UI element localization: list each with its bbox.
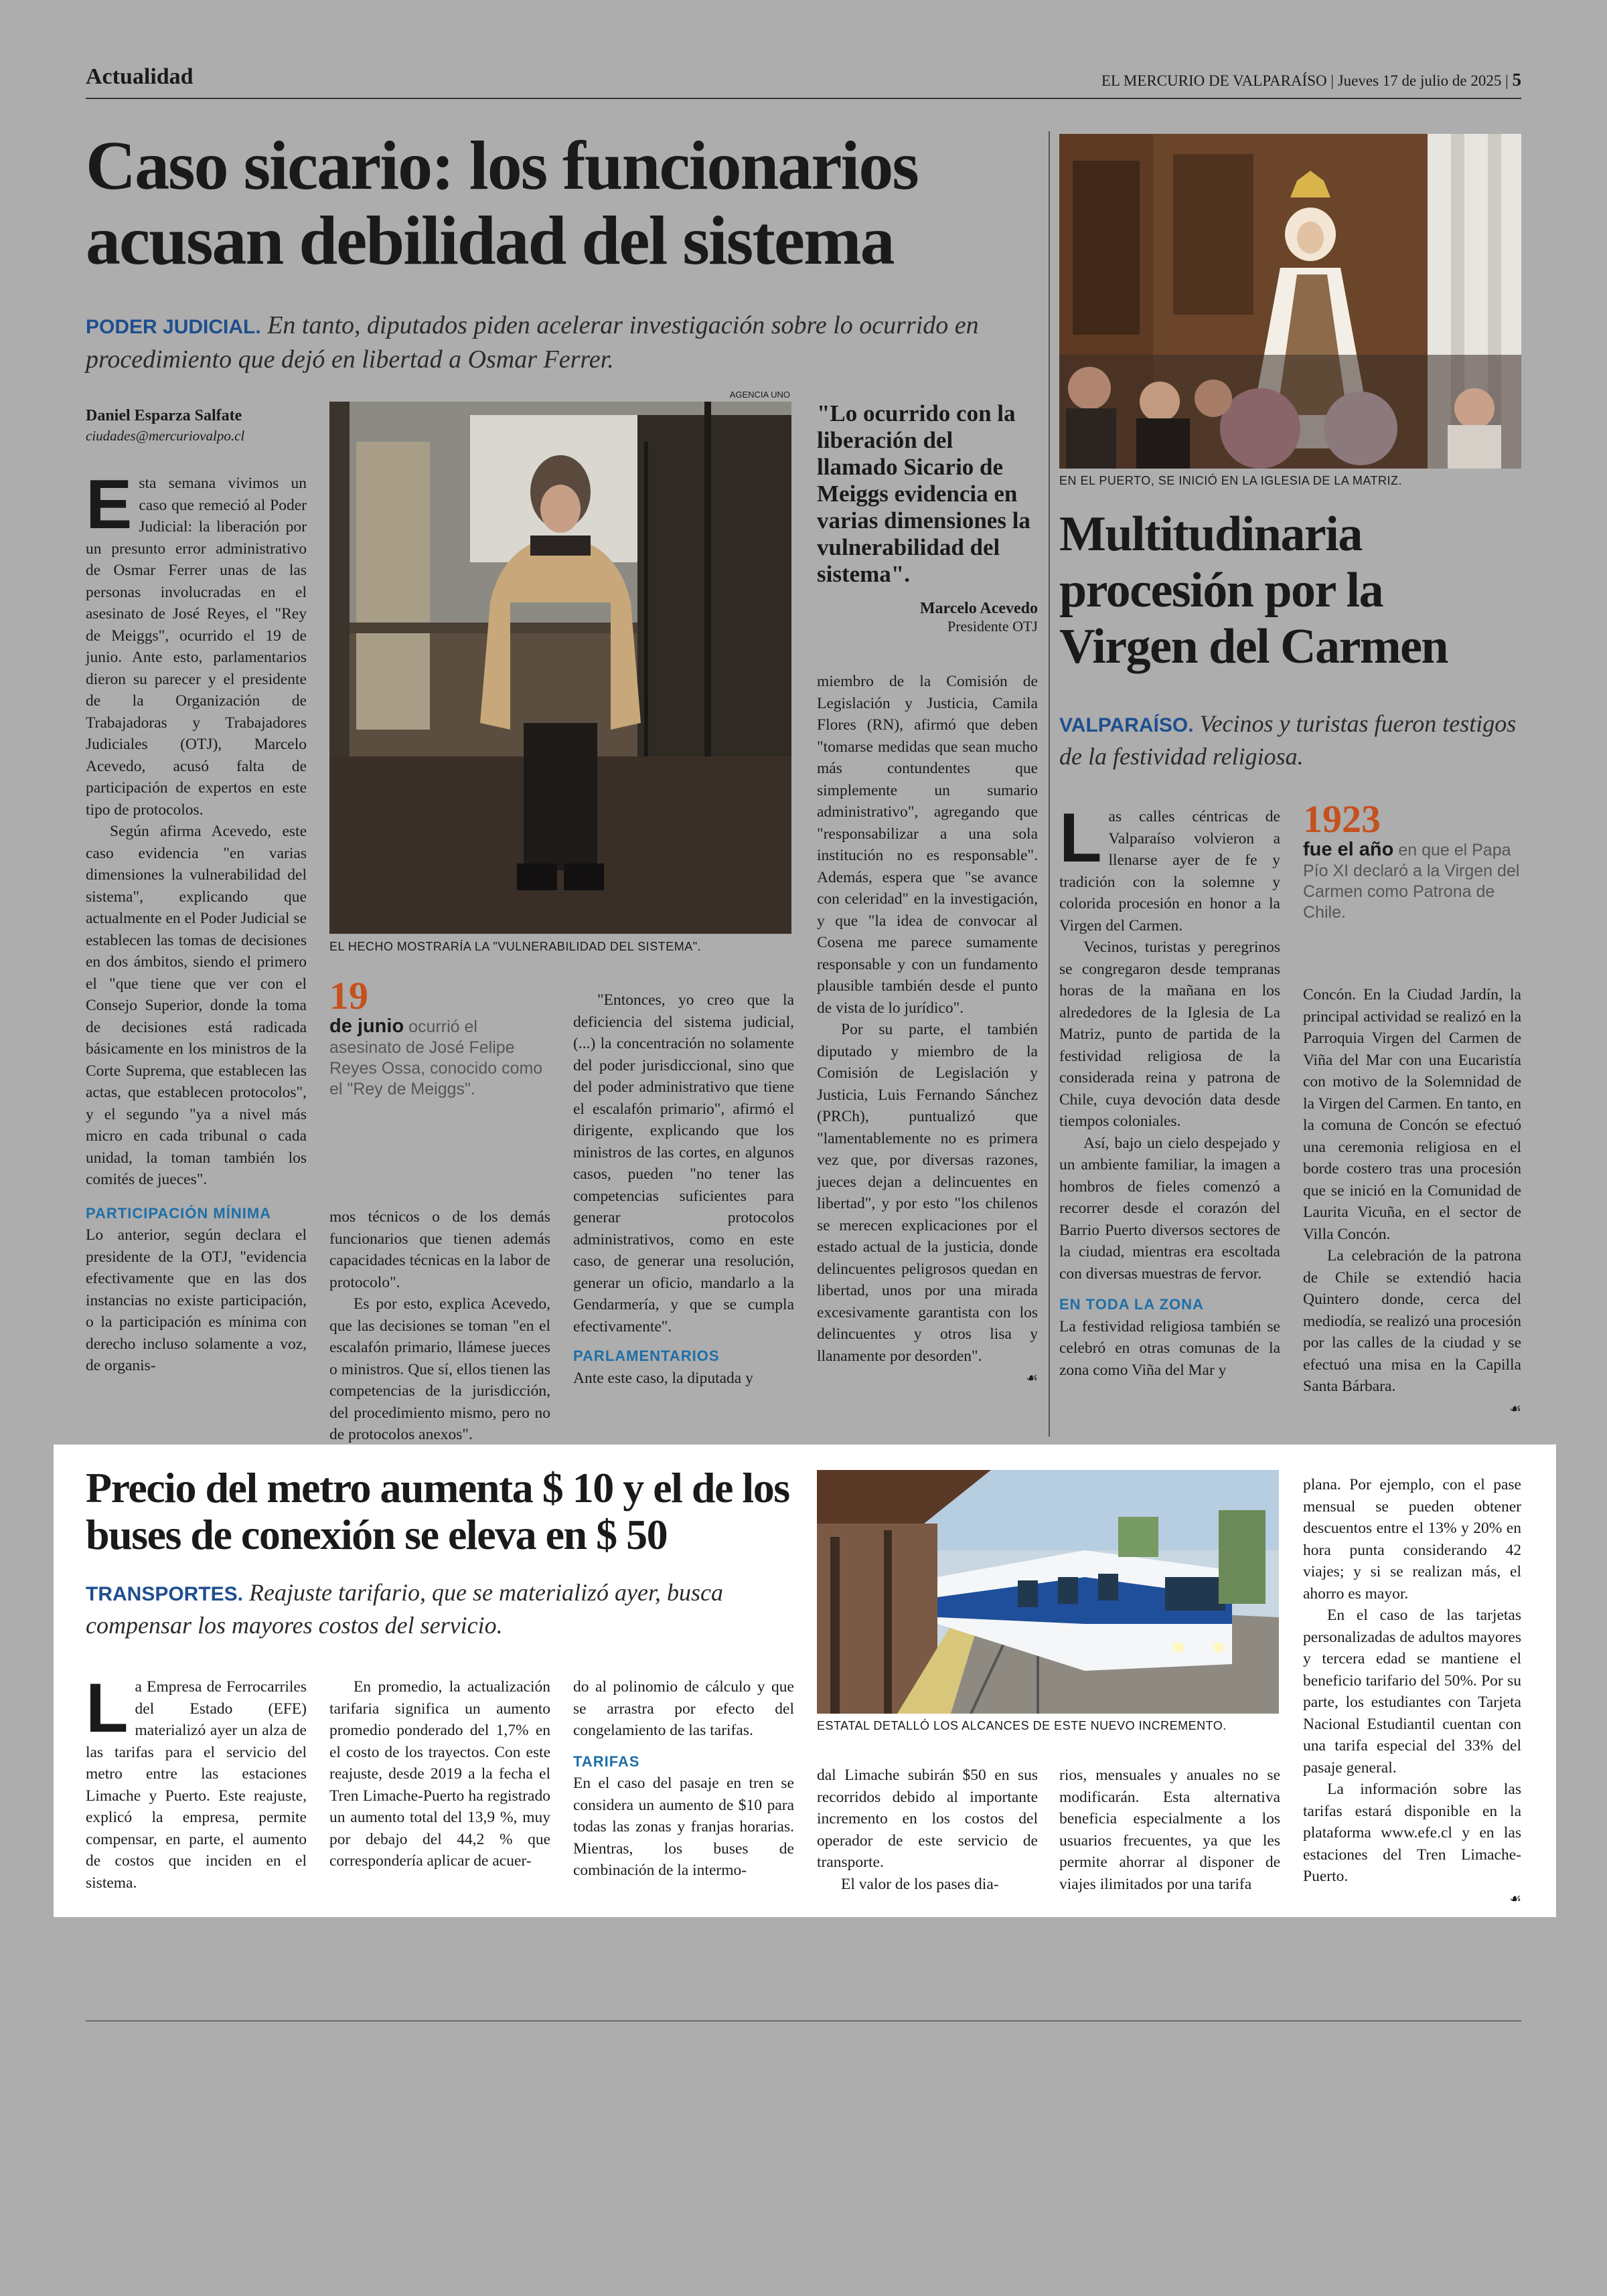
side-kicker: VALPARAÍSO. [1059,714,1194,736]
main-paragraph: mos técnicos o de los demás funcionarios que tienen además capacidades técnicas en la labor de protocolo". [329,1208,550,1291]
main-dropcap: E [86,466,133,544]
column-divider [1049,131,1050,1437]
bottom-column-5 [1059,1765,1280,1895]
side-stat-desc: en que el Papa Pío XI declaró a la Virgen del Carmen como Patrona de Chile. [1303,841,1520,922]
end-mark-icon: ☙ [1509,1400,1521,1416]
main-paragraph: Por su parte, el también diputado y miembro de la Comisión de Legislación y Justicia, Luis Fernando Sánchez (PRCh), puntualizó que "lamentablemente no es primera vez que, por diversas razones, jueces dejan a delincuentes en libertad", y por esto "los chilenos se merecen explicaciones por el estado actual de la justicia, donde delincuentes peligrosos quedan en libertad, unos por una mirada excesivamente garantista con los delincuentes y otros lisa y llanamente por desorden". [817,1021,1038,1365]
photo-credit: AGENCIA UNO [729,390,790,400]
main-paragraph: Ante este caso, la diputada y [573,1369,753,1387]
main-deck [86,309,1050,376]
bottom-deck [86,1577,809,1641]
bottom-paragraph: plana. Por ejemplo, con el pase mensual se pueden obtener descuentos entre el 13% y 20% en hora punta considerando 42 viajes; y si se realizan más, el ahorro es mayor. [1303,1476,1521,1603]
footer-rule [86,2020,1521,2022]
train-photo-caption: ESTATAL DETALLÓ LOS ALCANCES DE ESTE NUEVO INCREMENTO. [817,1719,1227,1732]
main-paragraph: sta semana vivimos un caso que remeció al Poder Judicial: la liberación por un presunto error administrativo de Osmar Ferrer unas de las personas involucradas en el asesinato de José Reyes, el "Rey de Meiggs", ocurrido el 19 de junio. Ante esto, parlamentarios dieron su parecer y el presidente de la Organización de Trabajadoras y Trabajadores Judiciales (OTJ), Marcelo Acevedo, acusó falta de participación de expertos en este tipo de protocolos. [86,475,307,819]
side-headline: Multitudinaria procesión por la Virgen del Carmen [1059,507,1448,674]
main-stat-desc: ocurrió el asesinato de José Felipe Reyes Ossa, conocido como el "Rey de Meiggs". [329,1017,543,1098]
section-label: Actualidad [86,64,194,89]
main-photo [329,402,791,934]
metro-train-photo [817,1470,1279,1714]
main-subhead-parlamentarios: PARLAMENTARIOS [573,1347,720,1364]
bottom-deck-text: Reajuste tarifario, que se materializó ayer, busca compensar los mayores costos del servicio. [86,1579,723,1639]
side-dropcap: L [1059,799,1102,877]
end-mark-icon: ☙ [1509,1890,1521,1906]
side-stat-number: 1923 [1303,797,1381,841]
bottom-paragraph: La información sobre las tarifas estará disponible en la plataforma www.efe.cl y en las estaciones del Tren Limache-Puerto. [1303,1781,1521,1885]
side-paragraph: La festividad religiosa también se celebró en otras comunas de la zona como Viña del Mar y [1059,1317,1280,1379]
quote-author: Marcelo Acevedo [919,600,1038,617]
publication-date: Jueves 17 de julio de 2025 [1337,72,1502,89]
side-stat-box [1303,799,1524,923]
bottom-paragraph: En promedio, la actualización tarifaria significa un aumento promedio ponderado del 1,7% en el costo de los trayectos. Con este reajuste, desde 2019 a la fecha el Tren Limache-Puerto ha registrado un aumento total del 13,9 %, muy por debajo del 44,2 % que correspondería aplicar de acuer- [329,1678,550,1870]
procession-photo [1059,134,1521,469]
woman-in-court-photo [329,402,791,934]
bottom-column-6 [1303,1474,1521,1909]
train-photo [817,1470,1279,1714]
quote-role: Presidente OTJ [947,618,1038,635]
bottom-paragraph: a Empresa de Ferrocarriles del Estado (EFE) materializó ayer un alza de las tarifas para el servicio del metro entre las estaciones Limache y Puerto. Este reajuste, explicó la empresa, permite compensar, en parte, el aumento de costos que inciden en el sistema. [86,1678,307,1892]
main-photo-caption: EL HECHO MOSTRARÍA LA "VULNERABILIDAD DEL SISTEMA". [329,940,702,953]
page-number: 5 [1512,70,1521,90]
side-paragraph: as calles céntricas de Valparaíso volvieron a llenarse ayer de fe y tradición con la solemne y colorida procesión en honor a la Virgen del Carmen. [1059,808,1280,934]
side-stat-bold: fue el año [1303,839,1394,860]
bottom-paragraph: El valor de los pases dia- [841,1875,999,1893]
bottom-paragraph: En el caso del pasaje en tren se considera un aumento de $10 para todas las zonas y franjas horarias. Mientras, los buses de combinación de la intermo- [573,1775,794,1879]
page-folio: EL MERCURIO DE VALPARAÍSO | Jueves 17 de julio de 2025 | 5 [1101,70,1521,90]
main-deck-text: En tanto, diputados piden acelerar investigación sobre lo ocurrido en procedimiento que dejó en libertad a Osmar Ferrer. [86,311,979,374]
side-subhead: EN TODA LA ZONA [1059,1296,1204,1313]
main-kicker: PODER JUDICIAL. [86,316,261,338]
main-paragraph: Según afirma Acevedo, este caso evidencia "en varias dimensiones la vulnerabilidad del sistema", explicando que actualmente en el Poder Judicial se establecen las tomas de decisiones en dos ámbitos, siendo el primero el "que tiene que ver con el Consejo Superior, donde la toma de decisiones está radicada básicamente en los ministros de la Corte Suprema, que establecen las actas, que establecen protocolos", y el segundo "ya a nivel más micro en cada tribunal o cada unidad, la toman también los comités de jueces". [86,823,307,1188]
main-column-2 [329,1206,550,1446]
side-deck-text: Vecinos y turistas fueron testigos de la festividad religiosa. [1059,710,1517,770]
header-rule [86,98,1521,99]
publication-name: EL MERCURIO DE VALPARAÍSO [1101,72,1327,89]
bottom-column-4 [817,1765,1038,1895]
bottom-column-2 [329,1676,550,1872]
main-stat-box [329,976,550,1100]
main-stat-text [329,1016,550,1100]
side-paragraph: Así, bajo un cielo despejado y un ambiente familiar, la imagen a hombros de fieles comenzó a recorrer desde el corazón del Barrio Puerto diversos sectores de la ciudad, mientras era escoltada con diversas muestras de fervor. [1059,1134,1280,1283]
pull-quote: "Lo ocurrido con la liberación del llamado Sicario de Meiggs evidencia en varias dimensiones la vulnerabilidad del sistema". [817,400,1030,587]
bottom-dropcap: L [86,1669,129,1747]
main-headline: Caso sicario: los funcionarios acusan debilidad del sistema [86,127,918,279]
main-column-1 [86,466,307,1377]
bottom-kicker: TRANSPORTES. [86,1583,244,1605]
bottom-subhead: TARIFAS [573,1752,640,1770]
main-subhead-participacion: PARTICIPACIÓN MÍNIMA [86,1204,272,1222]
main-paragraph: Es por esto, explica Acevedo, que las decisiones se toman "en el escalafón primario, llámese jueces o ministros. Que sí, ellos tienen las competencias de la jurisdicción, del procedimiento mismo, pero no de protocolos anexos". [329,1295,550,1443]
side-paragraph: Vecinos, turistas y peregrinos se congregaron desde tempranas horas de la mañana en los alrededores de la Iglesia de La Matriz, punto de partida de la festividad religiosa de la considerada reina y patrona de Chile, cuya devoción data desde tiempos coloniales. [1059,938,1280,1130]
side-column-2 [1303,984,1521,1419]
author-name: Daniel Esparza Salfate [86,407,242,424]
main-stat-bold: de junio [329,1015,404,1037]
procession-photo-caption: EN EL PUERTO, SE INICIÓ EN LA IGLESIA DE LA MATRIZ. [1059,474,1402,487]
byline [86,407,307,444]
bottom-paragraph: En el caso de las tarjetas personalizadas de adultos mayores y tercera edad se mantiene el beneficio tarifario del 50%. Por su parte, los estudiantes con Tarjeta Nacional Estudiantil cuentan con una tarifa especial del 33% del pasaje general. [1303,1607,1521,1777]
side-paragraph: Concón. En la Ciudad Jardín, la principal actividad se realizó en la Parroquia Virgen del Carmen de Viña del Mar con una Eucaristía con motivo de la Solemnidad de la Virgen del Carmen. En tanto, en la comuna de Concón se efectuó una ceremonia religiosa en el borde costero tras una procesión que se inició en la Comunidad de Laurita Vicuña, en el sector de Villa Concón. [1303,986,1521,1243]
end-mark-icon: ☙ [1026,1370,1038,1386]
main-column-3 [573,989,794,1389]
bottom-paragraph: do al polinomio de cálculo y que se arrastra por efecto del congelamiento de las tarifas. [573,1678,794,1739]
bottom-paragraph: dal Limache subirán $50 en sus recorridos debido al importante incremento en los costos del operador de este servicio de transporte. [817,1767,1038,1871]
bottom-column-1 [86,1669,307,1894]
side-deck [1059,708,1521,772]
main-column-4 [817,671,1038,1389]
main-stat-number: 19 [329,974,368,1017]
bottom-column-3 [573,1676,794,1882]
bottom-headline: Precio del metro aumenta $ 10 y el de los buses de conexión se eleva en $ 50 [86,1464,789,1558]
side-paragraph: La celebración de la patrona de Chile se extendió hacia Quintero donde, cerca del mediodía, se realizó una procesión por las calles de la ciudad y se efectuó una misa en la Capilla Santa Bárbara. [1303,1247,1521,1395]
side-column-1 [1059,799,1280,1381]
main-paragraph: Lo anterior, según declara el presidente de la OTJ, "evidencia efectivamente que en las dos instancias no existe participación, o la participación es mínima con derecho incluso solamente a voz, de organis- [86,1226,307,1374]
side-stat-text [1303,839,1524,923]
main-paragraph: "Entonces, yo creo que la deficiencia del sistema judicial, (...) la concentración no solamente del poder jurisdiccional, sino que del poder administrativo que tiene el escalafón primario", afirmó el dirigente, explicando que los ministros de las cortes, en algunos casos, pueden "no tener las competencias suficientes para generar protocolos administrativos, como en este caso, de generar una resolución, generar un oficio, mandarlo a la Gendarmería, y que se cumpla efectivamente". [573,991,794,1335]
virgin-statue-photo [1059,134,1521,469]
bottom-paragraph: rios, mensuales y anuales no se modificarán. Esta alternativa beneficia especialmente a los usuarios frecuentes, ya que les permite ahorrar al disponer de viajes ilimitados por una tarifa [1059,1767,1280,1893]
main-paragraph: miembro de la Comisión de Legislación y Justicia, Camila Flores (RN), afirmó que deben "tomarse medidas que sean mucho más contundentes que simplemente un sumario administrativo", agregando que "responsabilizar a una sola institución no es responsable". Además, espera que "se avance con celeridad" en la investigación, y que "la idea de convocar al Cosena me parece sumamente responsable y con un fundamento plausible también desde el punto de vista de lo jurídico". [817,673,1038,1017]
pull-quote-box [817,400,1038,635]
author-email[interactable]: ciudades@mercuriovalpo.cl [86,428,245,444]
